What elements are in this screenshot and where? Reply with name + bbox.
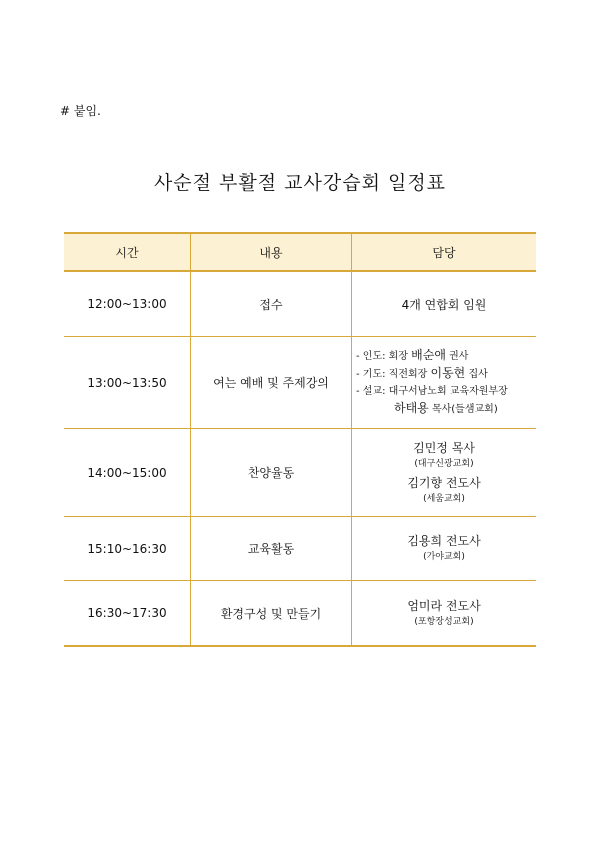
role-text: - 인도: 회장 — [356, 351, 412, 362]
church-name: (가야교회) — [423, 552, 465, 562]
page-title: 사순절 부활절 교사강습회 일정표 — [153, 172, 447, 194]
staff-lines — [352, 347, 536, 418]
header-time: 시간 — [64, 233, 191, 271]
schedule-table — [64, 232, 536, 647]
header-row — [64, 233, 536, 271]
content-cell: 교육활동 — [191, 517, 352, 581]
table-row — [64, 517, 536, 581]
person-name: 엄미라 전도사 — [407, 598, 481, 613]
staff-line-sermon: - 설교: 대구서남노회 교육자원부장 — [356, 386, 508, 397]
person-name: 하태용 — [394, 401, 429, 415]
table-row — [64, 581, 536, 647]
staff-cell: 4개 연합회 임원 — [352, 271, 537, 337]
church-name: (포항장성교회) — [414, 616, 474, 627]
person-name: 김민정 목사 — [413, 440, 475, 455]
time-cell: 16:30~17:30 — [64, 581, 191, 647]
church-name: (세움교회) — [423, 493, 465, 504]
header-content: 내용 — [191, 233, 352, 271]
content-cell: 찬양율동 — [191, 429, 352, 517]
church-name: (대구신광교회) — [414, 458, 474, 469]
staff-line-prayer — [356, 365, 536, 383]
staff-cell — [352, 517, 537, 581]
table-row — [64, 337, 536, 429]
title-text: 목사(들샘교회) — [428, 404, 498, 415]
person-name: 김용희 전도사 — [407, 534, 481, 548]
time-cell: 12:00~13:00 — [64, 271, 191, 337]
header-staff: 담당 — [352, 233, 537, 271]
person-name: 배순애 — [411, 348, 446, 362]
content-cell: 환경구성 및 만들기 — [191, 581, 352, 647]
content-cell: 접수 — [191, 271, 352, 337]
title-text: 권사 — [445, 351, 469, 362]
title-text: 집사 — [465, 369, 488, 380]
staff-line-leader — [356, 347, 536, 365]
time-cell: 14:00~15:00 — [64, 429, 191, 517]
time-cell: 15:10~16:30 — [64, 517, 191, 581]
person-name: 김기향 전도사 — [407, 475, 481, 490]
table-row — [64, 271, 536, 337]
staff-cell — [352, 337, 537, 429]
time-cell: 13:00~13:50 — [64, 337, 191, 429]
role-text: - 기도: 직전회장 — [356, 369, 431, 380]
person-name: 이동현 — [430, 366, 466, 380]
table-row — [64, 429, 536, 517]
staff-cell — [352, 429, 537, 517]
attachment-note: # 붙임. — [60, 104, 101, 118]
staff-line-preacher — [356, 400, 536, 418]
staff-cell — [352, 581, 537, 647]
content-cell: 여는 예배 및 주제강의 — [191, 337, 352, 429]
